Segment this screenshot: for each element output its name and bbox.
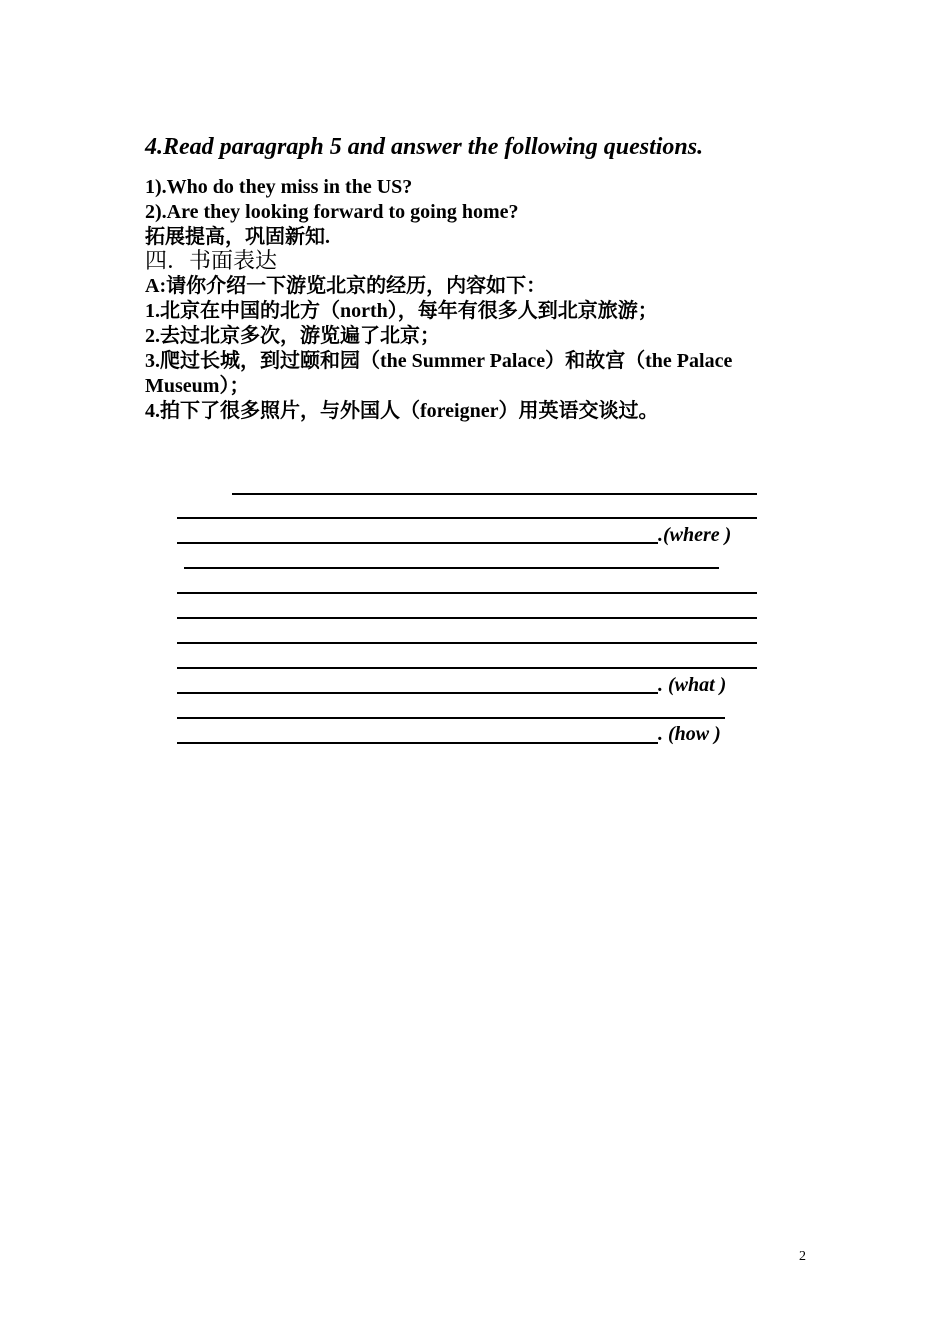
section-title: 四．书面表达 [145, 248, 278, 273]
answer-line [177, 692, 658, 694]
answer-line [184, 567, 719, 569]
answer-line [177, 742, 658, 744]
writing-point-3: 3.爬过长城，到过颐和园（the Summer Palace）和故宫（the Palace [145, 350, 733, 372]
page-number: 2 [799, 1249, 806, 1264]
hint-where: .(where ) [658, 524, 732, 546]
hint-how: . (how ) [658, 723, 721, 745]
answer-line [177, 517, 757, 519]
question-2: 2).Are they looking forward to going home? [145, 201, 519, 223]
answer-line [177, 542, 658, 544]
answer-line [177, 667, 757, 669]
answer-line [177, 642, 757, 644]
answer-line [232, 493, 757, 495]
writing-point-2: 2.去过北京多次，游览遍了北京； [145, 325, 440, 347]
writing-intro: A:请你介绍一下游览北京的经历，内容如下： [145, 275, 547, 297]
answer-line [177, 592, 757, 594]
extension-title: 拓展提高，巩固新知. [145, 226, 330, 248]
question-1: 1).Who do they miss in the US? [145, 176, 413, 198]
writing-point-1: 1.北京在中国的北方（north），每年有很多人到北京旅游； [145, 300, 658, 322]
writing-point-4: 4.拍下了很多照片，与外国人（foreigner）用英语交谈过。 [145, 400, 659, 422]
answer-line [177, 617, 757, 619]
task-heading: 4.Read paragraph 5 and answer the following questions. [145, 134, 704, 160]
hint-what: . (what ) [658, 674, 727, 696]
writing-point-3-cont: Museum）； [145, 375, 250, 397]
answer-line [177, 717, 725, 719]
